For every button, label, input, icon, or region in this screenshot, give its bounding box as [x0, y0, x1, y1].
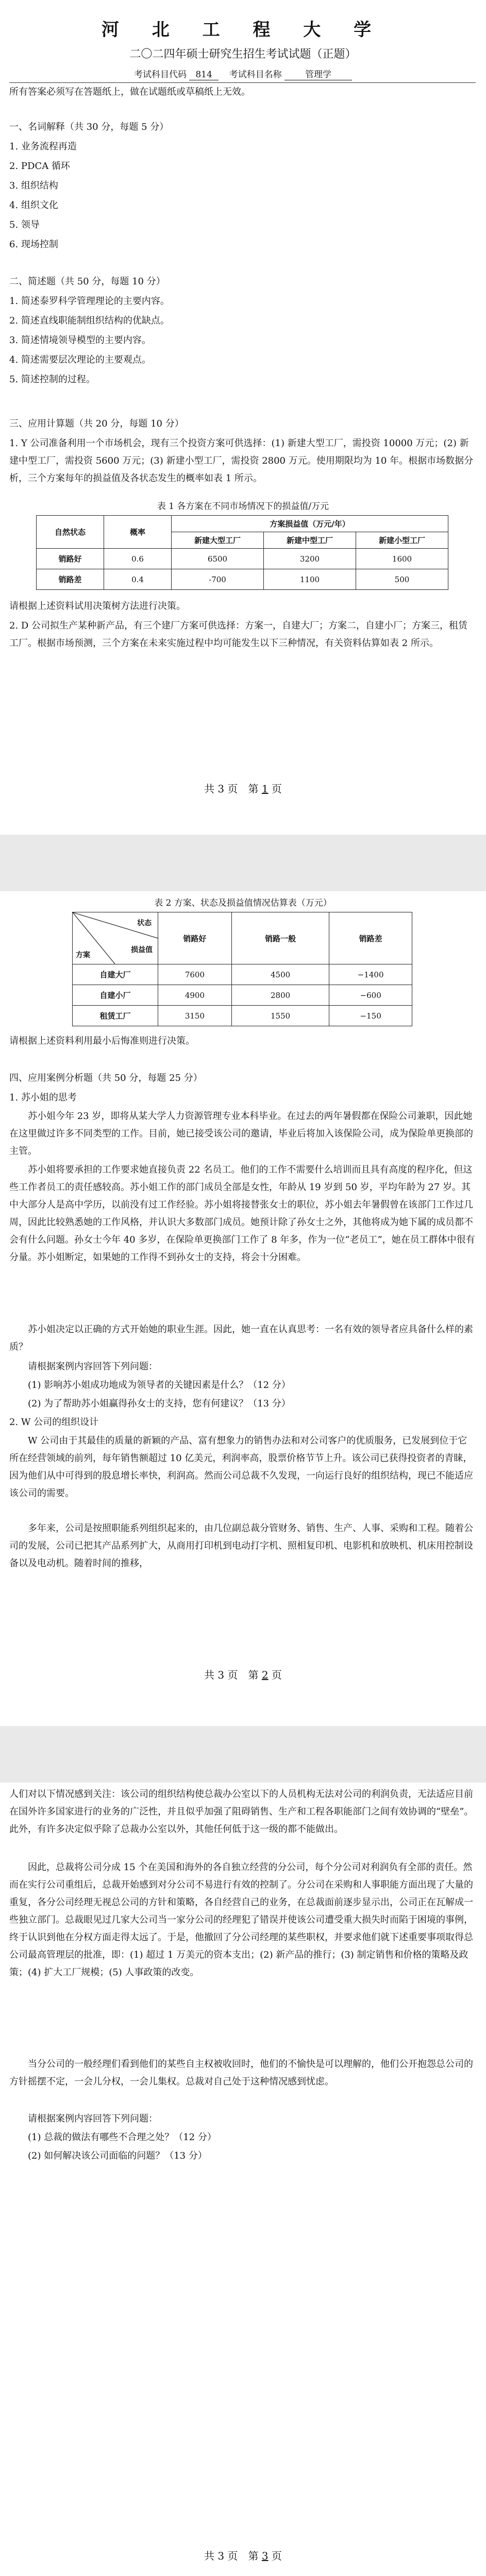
section1-item: 2. PDCA 循环 — [9, 161, 70, 172]
table1-cell-state: 销路差 — [37, 569, 104, 590]
section2-item: 5. 简述控制的过程。 — [9, 374, 95, 385]
table1-header-state: 自然状态 — [37, 516, 104, 549]
table1-cell: 6500 — [172, 549, 264, 569]
table1-col-header: 新建中型工厂 — [264, 532, 356, 549]
table1-cell: -700 — [172, 569, 264, 590]
question-1-text: 1. Y 公司准备利用一个市场机会，现有三个投资方案可供选择：(1) 新建大型工厂，需投资 10000 万元；(2) 新建中型工厂，需投资 5600 万元；(3) 新建小型工厂，需投资 2800 万元。使用期限均为 10 年。根据市场数据分析，三个方案每年的损益值及各状态发生的概率如表 1 所示。 — [9, 438, 474, 484]
section3-title: 三、应用计算题（共 20 分，每题 10 分） — [9, 418, 184, 429]
table2-cell: −600 — [329, 985, 412, 1006]
table1-cell: 3200 — [264, 549, 356, 569]
diag-label-plan: 方案 — [76, 951, 90, 959]
section4-title: 四、应用案例分析题（共 50 分，每题 25 分） — [9, 1073, 203, 1083]
footer-post: 页 — [268, 783, 282, 795]
case2-question: (2) 如何解决该公司面临的问题？（13 分） — [28, 2150, 207, 2161]
page-footer — [0, 781, 486, 795]
table2-cell-plan: 自建小厂 — [73, 985, 158, 1006]
case1-requirement: 请根据案例内容回答下列问题： — [28, 1361, 158, 1372]
case2-question: (1) 总裁的做法有哪些不合理之处？（12 分） — [28, 2132, 216, 2143]
footer-post: 页 — [268, 1669, 282, 1681]
table1-cell-state: 销路好 — [37, 549, 104, 569]
table1-cell: 1600 — [356, 549, 448, 569]
case2-paragraph: 当分公司的一般经理们看到他们的某些自主权被收回时，他们的不愉快是可以理解的，他们公开抱怨总公司的方针摇摆不定，一会儿分权，一会儿集权。总裁对自己处于这种情况感到忧虑。 — [9, 2059, 473, 2087]
subject-name-label: 考试科目名称 — [229, 70, 282, 80]
section1-title: 一、名词解释（共 30 分，每题 5 分） — [9, 122, 169, 132]
exam-page-3 — [0, 1783, 486, 2576]
page-gap — [0, 835, 486, 891]
table1-header-group: 方案损益值（万元/年） — [172, 516, 448, 532]
case1-paragraph: 苏小姐今年 23 岁，即将从某大学人力资源管理专业本科毕业。在过去的两年暑假都在保险公司兼职，因此她在这里做过许多不同类型的工作。目前，她已接受该公司的邀请，毕业后将加入该保险公司，成为保险单更换部的主管。 — [9, 1111, 473, 1157]
diag-label-profit: 损益值 — [131, 946, 153, 954]
table2-cell: 7600 — [158, 964, 232, 985]
section1-item: 6. 现场控制 — [9, 239, 58, 250]
case2-paragraph: 因此，总裁将公司分成 15 个在美国和海外的各自独立经营的分公司，每个分公司对利润负有全部的责任。然而在实行公司重组后，总裁开始感到对分公司不易进行有效的控制了。分公司在采购和人事职能方面出现了大量的重复，各分公司经理无视总公司的方针和策略，各自经营自己的业务，在总裁面前逐步显示出，公司正在瓦解成一些独立部门。总裁眼见过几家大公司当一家分公司的经理犯了错误并使该公司遭受重大损失时而陷于困境的事例，终于认识到他在分权方面走得太远了。于是，他撤回了分公司经理的某些职权，并要求他们就下述重要事项取得总公司最高管理层的批准，即：(1) 超过 1 万美元的资本支出；(2) 新产品的推行；(3) 制定销售和价格的策略及政策；(4) 扩大工厂规模；(5) 人事政策的改变。 — [9, 1862, 473, 1978]
subject-code-value: 814 — [189, 70, 218, 80]
section2-item: 3. 简述情境领导模型的主要内容。 — [9, 335, 151, 346]
case1-question: (2) 为了帮助苏小姐赢得孙女士的支持，您有何建议？（13 分） — [28, 1398, 291, 1409]
table-row — [37, 569, 448, 590]
footer-post: 页 — [268, 2550, 282, 2562]
table-row — [73, 985, 412, 1006]
question-2-text: 2. D 公司拟生产某种新产品，有三个建厂方案可供选择：方案一，自建大厂；方案二，自建小厂；方案三，租赁工厂。根据市场预测，三个方案在未来实施过程中均可能发生以下三种情况，有关资料估算如表 2 所示。 — [9, 620, 468, 649]
table2-cell: 2800 — [231, 985, 329, 1006]
case2-paragraph: 人们对以下情况感到关注：该公司的组织结构使总裁办公室以下的人员机构无法对公司的利润负责，无法适应目前在国外许多国家进行的业务的广泛性，并且似乎加强了阻碍销售、生产和工程各职能部门之间有效协调的“壁垒”。此外，有许多决定似乎除了总裁办公室以外，其他任何低于这一级的都不能做出。 — [9, 1789, 474, 1835]
table2-col-header: 销路一般 — [231, 912, 329, 964]
table1 — [36, 515, 448, 590]
table-row — [73, 1006, 412, 1026]
table1-header-prob: 概率 — [104, 516, 172, 549]
section1-item: 1. 业务流程再造 — [9, 141, 77, 152]
section2-item: 1. 简述泰罗科学管理理论的主要内容。 — [9, 296, 170, 307]
table1-col-header: 新建小型工厂 — [356, 532, 448, 549]
table2-cell: 4900 — [158, 985, 232, 1006]
university-title: 河 北 工 程 大 学 — [101, 20, 385, 40]
table2-col-header: 销路差 — [329, 912, 412, 964]
exam-subtitle: 二〇二四年硕士研究生招生考试试题（正题） — [129, 48, 357, 61]
section1-item: 5. 领导 — [9, 219, 40, 230]
table1-cell: 500 — [356, 569, 448, 590]
case1-question: (1) 影响苏小姐成功地成为领导者的关键因素是什么？（12 分） — [28, 1380, 291, 1391]
table1-col-header: 新建大型工厂 — [172, 532, 264, 549]
footer-page-number: 3 — [261, 2550, 269, 2562]
diag-label-state: 状态 — [137, 919, 152, 927]
exam-page-2 — [0, 891, 486, 1726]
case2-requirement: 请根据案例内容回答下列问题： — [28, 2113, 158, 2124]
section1-item: 4. 组织文化 — [9, 200, 58, 211]
footer-pre: 共 3 页 第 — [204, 2550, 262, 2562]
question-1-requirement: 请根据上述资料试用决策树方法进行决策。 — [9, 601, 186, 612]
table2-cell-plan: 租赁工厂 — [73, 1006, 158, 1026]
subject-code-label: 考试科目代码 — [133, 70, 187, 80]
table1-cell: 0.4 — [104, 569, 172, 590]
exam-page-1 — [0, 0, 486, 835]
table2-cell: −150 — [329, 1006, 412, 1026]
table2-cell: 4500 — [231, 964, 329, 985]
question-2-requirement: 请根据上述资料利用最小后悔准则进行决策。 — [9, 1036, 195, 1046]
case2-paragraph: 多年来，公司是按照职能系列组织起来的，由几位副总裁分管财务、销售、生产、人事、采购和工程。随着公司的发展，公司已把其产品系列扩大，从商用打印机到电动打字机、照相复印机、电影机和放映机、机床用控制设备以及电动机。随着时间的推移， — [9, 1523, 473, 1569]
footer-page-number: 1 — [261, 783, 269, 795]
header-rule — [9, 82, 476, 83]
case2-title: 2. W 公司的组织设计 — [9, 1417, 99, 1428]
instruction-text: 所有答案必须写在答题纸上，做在试题纸或草稿纸上无效。 — [9, 87, 250, 97]
section1-item: 3. 组织结构 — [9, 180, 58, 191]
table2-cell-plan: 自建大厂 — [73, 964, 158, 985]
subject-info — [0, 67, 486, 80]
page-footer — [0, 2548, 486, 2563]
table-row — [73, 964, 412, 985]
footer-page-number: 2 — [261, 1669, 269, 1681]
section2-title: 二、简述题（共 50 分，每题 10 分） — [9, 276, 165, 287]
section2-item: 2. 简述直线职能制组织结构的优缺点。 — [9, 315, 170, 326]
section2-item: 4. 简述需要层次理论的主要观点。 — [9, 354, 151, 365]
table1-caption: 表 1 各方案在不同市场情况下的损益值/万元 — [157, 501, 329, 512]
table1-cell: 0.6 — [104, 549, 172, 569]
table2-col-header: 销路好 — [158, 912, 232, 964]
table2-caption: 表 2 方案、状态及损益值情况估算表（万元） — [154, 898, 332, 908]
footer-pre: 共 3 页 第 — [204, 783, 262, 795]
footer-pre: 共 3 页 第 — [204, 1669, 262, 1681]
table1-cell: 1100 — [264, 569, 356, 590]
table-row — [37, 549, 448, 569]
case1-title: 1. 苏小姐的思考 — [9, 1092, 77, 1103]
table2-cell: −1400 — [329, 964, 412, 985]
table2-diagonal-header — [73, 912, 158, 964]
case1-paragraph: 苏小姐决定以正确的方式开始她的职业生涯。因此，她一直在认真思考：一名有效的领导者应具备什么样的素质？ — [9, 1324, 473, 1352]
table2-cell: 3150 — [158, 1006, 232, 1026]
subject-name-value: 管理学 — [284, 67, 352, 80]
case1-paragraph: 苏小姐将要承担的工作要求她直接负责 22 名员工。他们的工作不需要什么培训而且具有高度的程序化，但这些工作者员工的责任感较高。苏小姐工作的部门成员全部是女性，年龄从 19 岁到 50 岁，平均年龄为 27 岁。其中大部分人是高中学历，以前没有过工作经验。苏小姐将接替张女士的职位，苏小姐去年暑假曾在该部门工作过几周，因此比较熟悉她的工作风格，并认识大多数部门成员。她预计除了孙女士之外，其他将成为她下属的成员都不会有什么问题。孙女士今年 40 多岁，在保险单更换部门工作了 8 年多，作为一位“老员工”，她在员工群体中很有分量。苏小姐断定，如果她的工作得不到孙女士的支持，将会十分困难。 — [9, 1164, 475, 1263]
table2-cell: 1550 — [231, 1006, 329, 1026]
page-gap — [0, 1726, 486, 1783]
table2 — [72, 912, 412, 1026]
page-footer — [0, 1667, 486, 1682]
case2-paragraph: W 公司由于其最佳的质量的新颖的产品、富有想象力的销售办法和对公司客户的优质服务，已发展到位于它所在经营领域的前列，每年销售额超过 10 亿美元，利润率高，股票价格节节上升。该公司已获得投资者的青睐，因为他们从中可得到的股息增长率快，利润高。然而公司总裁不久发现，一向运行良好的组织结构，现已不能适应该公司的需要。 — [9, 1435, 473, 1499]
